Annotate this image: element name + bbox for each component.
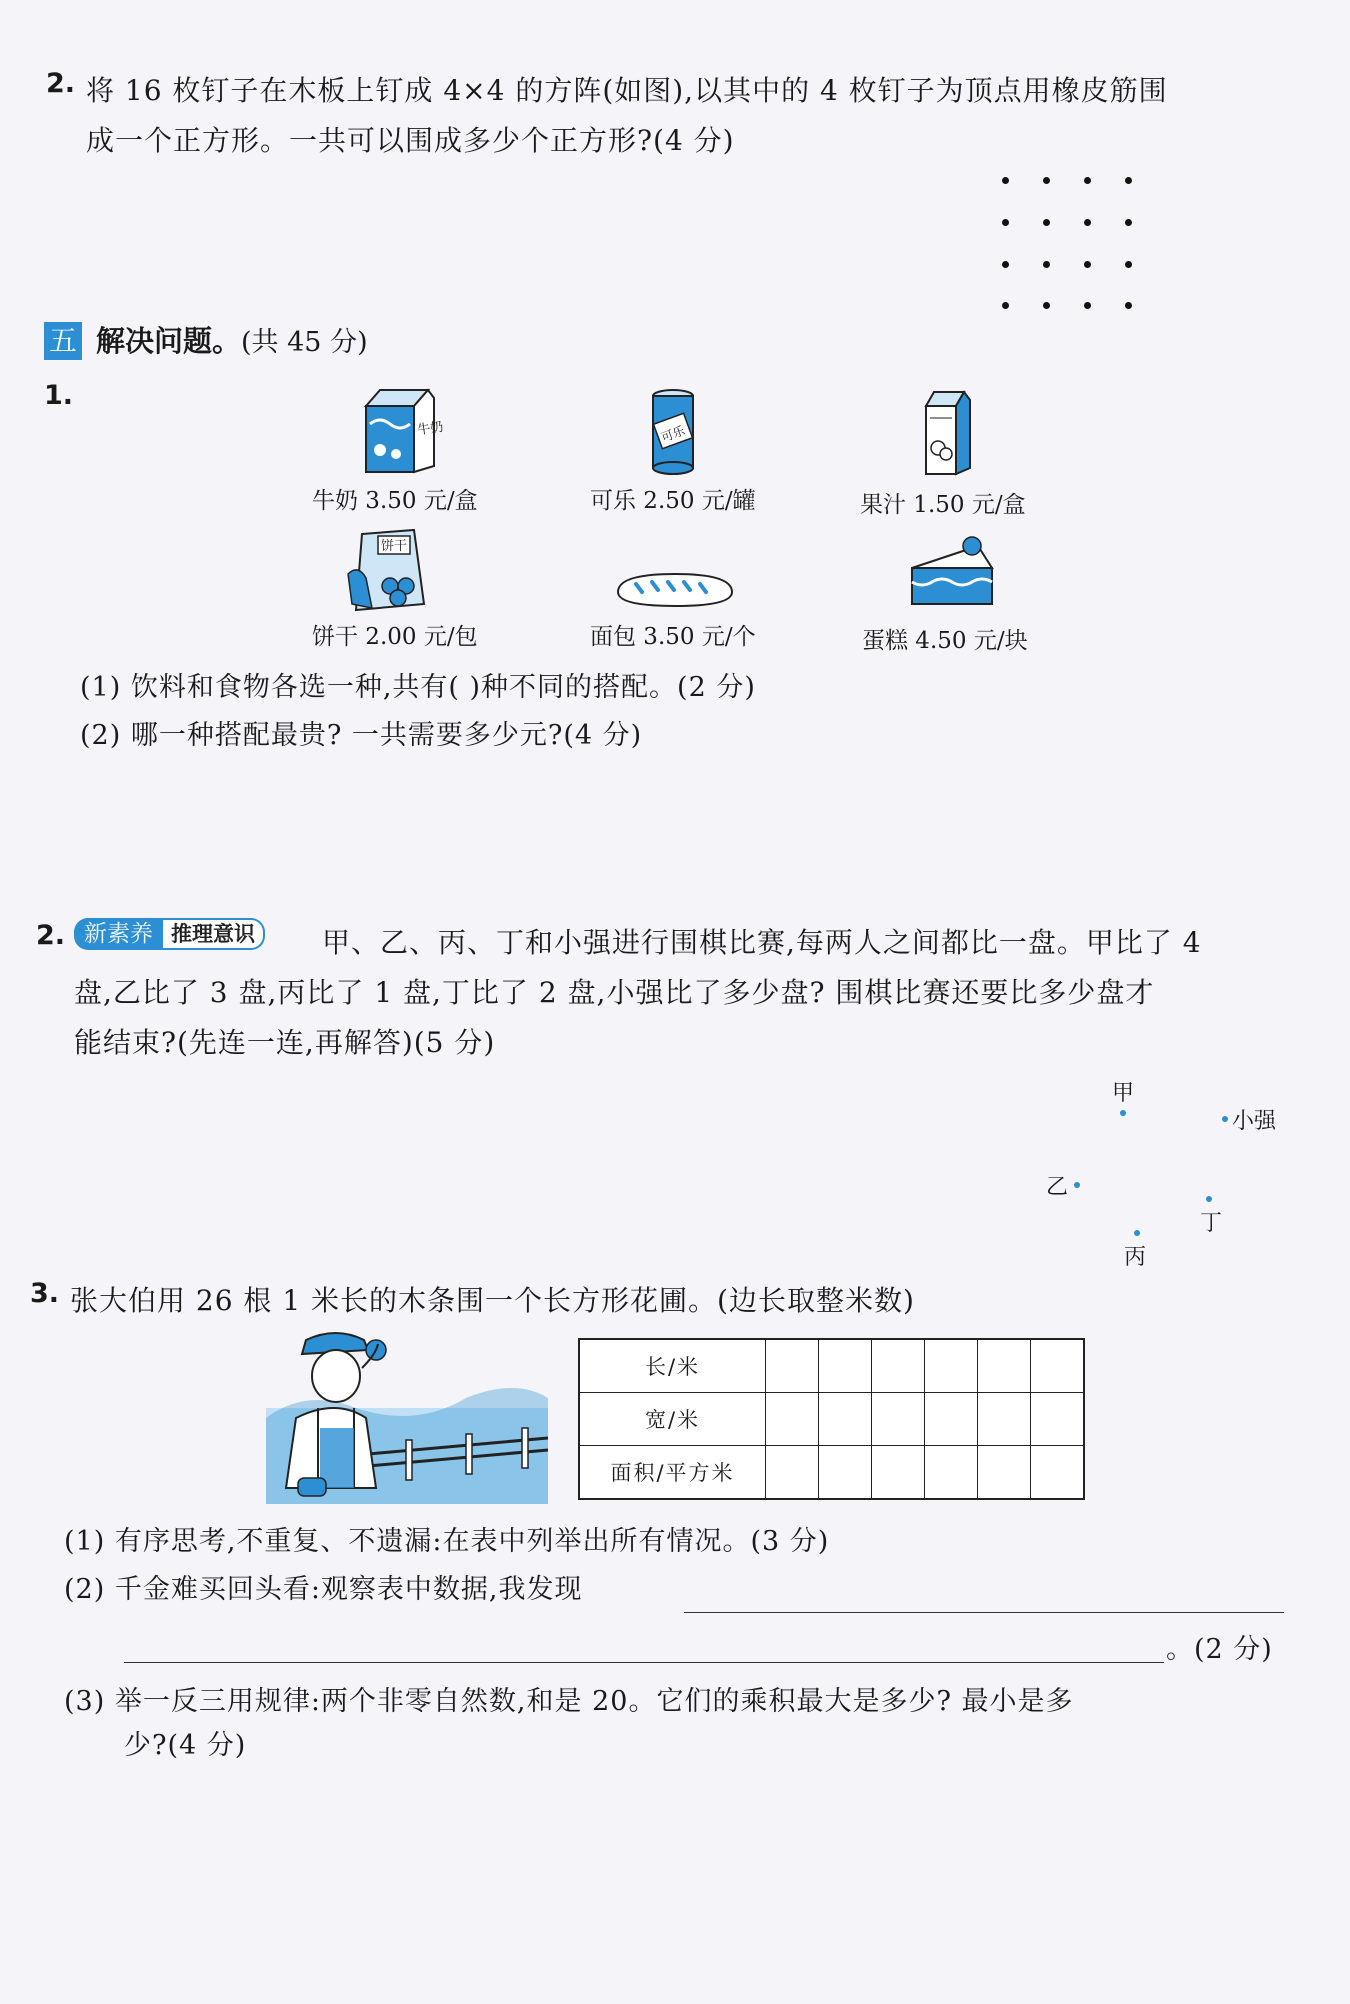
q3-sub3-line2: 少?(4 分) bbox=[124, 1730, 247, 1761]
q2-number: 2. bbox=[36, 920, 66, 951]
q3-sub3-line1: (3) 举一反三用规律:两个非零自然数,和是 20。它们的乘积最大是多少? 最小是多 bbox=[64, 1686, 1074, 1717]
q2-line2: 盘,乙比了 3 盘,丙比了 1 盘,丁比了 2 盘,小强比了多少盘? 围棋比赛还要比多少盘才 bbox=[74, 976, 1155, 1009]
nail-dot bbox=[1125, 302, 1132, 309]
node-label-jia: 甲 bbox=[1112, 1081, 1135, 1106]
row-header-width: 宽/米 bbox=[579, 1393, 766, 1446]
node-dot-xiaoqiang[interactable] bbox=[1222, 1116, 1228, 1122]
node-label-ding: 丁 bbox=[1200, 1211, 1223, 1236]
product-caption-cake: 蛋糕 4.50 元/块 bbox=[862, 628, 1028, 654]
node-dot-yi[interactable] bbox=[1074, 1182, 1080, 1188]
answer-line[interactable] bbox=[124, 1662, 1164, 1663]
tag-new-literacy: 新素养 bbox=[74, 918, 163, 950]
juice-box-icon bbox=[916, 388, 976, 478]
cola-can-label: 可乐 bbox=[659, 423, 687, 445]
q3-number: 3. bbox=[30, 1278, 60, 1309]
section-heading bbox=[96, 322, 368, 365]
table-row bbox=[579, 1446, 1084, 1500]
product-caption-bread: 面包 3.50 元/个 bbox=[590, 624, 756, 650]
q2-line3: 能结束?(先连一连,再解答)(5 分) bbox=[74, 1026, 496, 1059]
nail-dot bbox=[1084, 177, 1091, 184]
farmer-fence-illustration bbox=[266, 1328, 548, 1504]
answer-cell[interactable] bbox=[1031, 1339, 1085, 1393]
table-row bbox=[579, 1393, 1084, 1446]
answer-cell[interactable] bbox=[819, 1446, 872, 1500]
biscuit-bag-label: 饼干 bbox=[381, 539, 408, 554]
answer-cell[interactable] bbox=[766, 1339, 819, 1393]
q1-number: 1. bbox=[44, 380, 74, 411]
node-dot-bing[interactable] bbox=[1134, 1230, 1140, 1236]
answer-cell[interactable] bbox=[819, 1393, 872, 1446]
answer-cell[interactable] bbox=[766, 1393, 819, 1446]
nail-dot bbox=[1002, 261, 1009, 268]
node-label-xiaoqiang: 小强 bbox=[1232, 1109, 1277, 1134]
answer-cell[interactable] bbox=[925, 1446, 978, 1500]
node-dot-jia[interactable] bbox=[1120, 1110, 1126, 1116]
node-dot-ding[interactable] bbox=[1206, 1196, 1212, 1202]
answer-cell[interactable] bbox=[1031, 1393, 1085, 1446]
answer-cell[interactable] bbox=[872, 1339, 925, 1393]
answer-line[interactable] bbox=[684, 1612, 1284, 1613]
q3-sub2-end: 。(2 分) bbox=[1166, 1634, 1273, 1665]
answer-cell[interactable] bbox=[925, 1393, 978, 1446]
answer-cell[interactable] bbox=[978, 1393, 1031, 1446]
answer-cell[interactable] bbox=[925, 1339, 978, 1393]
tag-reasoning: 推理意识 bbox=[163, 918, 265, 950]
q2-prev-number: 2. bbox=[46, 68, 76, 99]
q3-sub2: (2) 千金难买回头看:观察表中数据,我发现 bbox=[64, 1574, 583, 1605]
nail-dot bbox=[1043, 177, 1050, 184]
q3-line1: 张大伯用 26 根 1 米长的木条围一个长方形花圃。(边长取整米数) bbox=[70, 1284, 915, 1317]
row-header-area: 面积/平方米 bbox=[579, 1446, 766, 1500]
nail-dot bbox=[1043, 302, 1050, 309]
q2-prev-line2: 成一个正方形。一共可以围成多少个正方形?(4 分) bbox=[86, 124, 735, 157]
answer-cell[interactable] bbox=[819, 1339, 872, 1393]
q1-sub1: (1) 饮料和食物各选一种,共有( )种不同的搭配。(2 分) bbox=[80, 672, 756, 703]
table-row bbox=[579, 1339, 1084, 1393]
q3-sub1: (1) 有序思考,不重复、不遗漏:在表中列举出所有情况。(3 分) bbox=[64, 1526, 830, 1557]
nail-dot bbox=[1084, 302, 1091, 309]
milk-carton-label: 牛奶 bbox=[416, 419, 445, 439]
nail-dot bbox=[1084, 261, 1091, 268]
answer-cell[interactable] bbox=[872, 1393, 925, 1446]
product-caption-biscuit: 饼干 2.00 元/包 bbox=[312, 624, 478, 650]
milk-carton-icon bbox=[358, 384, 445, 476]
biscuit-bag-icon bbox=[344, 524, 436, 616]
nail-dot bbox=[1125, 261, 1132, 268]
q2-prev-line1: 将 16 枚钉子在木板上钉成 4×4 的方阵(如图),以其中的 4 枚钉子为顶点用橡皮筋围 bbox=[86, 74, 1168, 107]
product-caption-juice: 果汁 1.50 元/盒 bbox=[860, 492, 1026, 518]
q1-sub2: (2) 哪一种搭配最贵? 一共需要多少元?(4 分) bbox=[80, 720, 643, 751]
nail-dot bbox=[1002, 219, 1009, 226]
answer-cell[interactable] bbox=[872, 1446, 925, 1500]
nail-dot bbox=[1125, 219, 1132, 226]
answer-cell[interactable] bbox=[766, 1446, 819, 1500]
nail-dot bbox=[1084, 219, 1091, 226]
garden-table bbox=[578, 1338, 1085, 1500]
row-header-length: 长/米 bbox=[579, 1339, 766, 1393]
section-badge: 五 bbox=[44, 322, 82, 360]
product-caption-milk: 牛奶 3.50 元/盒 bbox=[312, 488, 478, 514]
nail-dot bbox=[1002, 177, 1009, 184]
answer-cell[interactable] bbox=[978, 1446, 1031, 1500]
bread-icon bbox=[612, 570, 738, 610]
cola-can-icon bbox=[648, 388, 698, 476]
q2-line1: 甲、乙、丙、丁和小强进行围棋比赛,每两人之间都比一盘。甲比了 4 bbox=[322, 926, 1202, 959]
q2-tag bbox=[74, 918, 265, 952]
answer-cell[interactable] bbox=[1031, 1446, 1085, 1500]
cake-icon bbox=[908, 532, 998, 612]
section-points: (共 45 分) bbox=[241, 327, 368, 358]
nail-dot bbox=[1125, 177, 1132, 184]
product-caption-cola: 可乐 2.50 元/罐 bbox=[590, 488, 756, 514]
answer-cell[interactable] bbox=[978, 1339, 1031, 1393]
node-label-bing: 丙 bbox=[1124, 1245, 1147, 1270]
node-label-yi: 乙 bbox=[1046, 1175, 1069, 1200]
nail-dot bbox=[1043, 261, 1050, 268]
nail-dot bbox=[1043, 219, 1050, 226]
section-title: 解决问题。 bbox=[96, 324, 242, 358]
nail-dot bbox=[1002, 302, 1009, 309]
